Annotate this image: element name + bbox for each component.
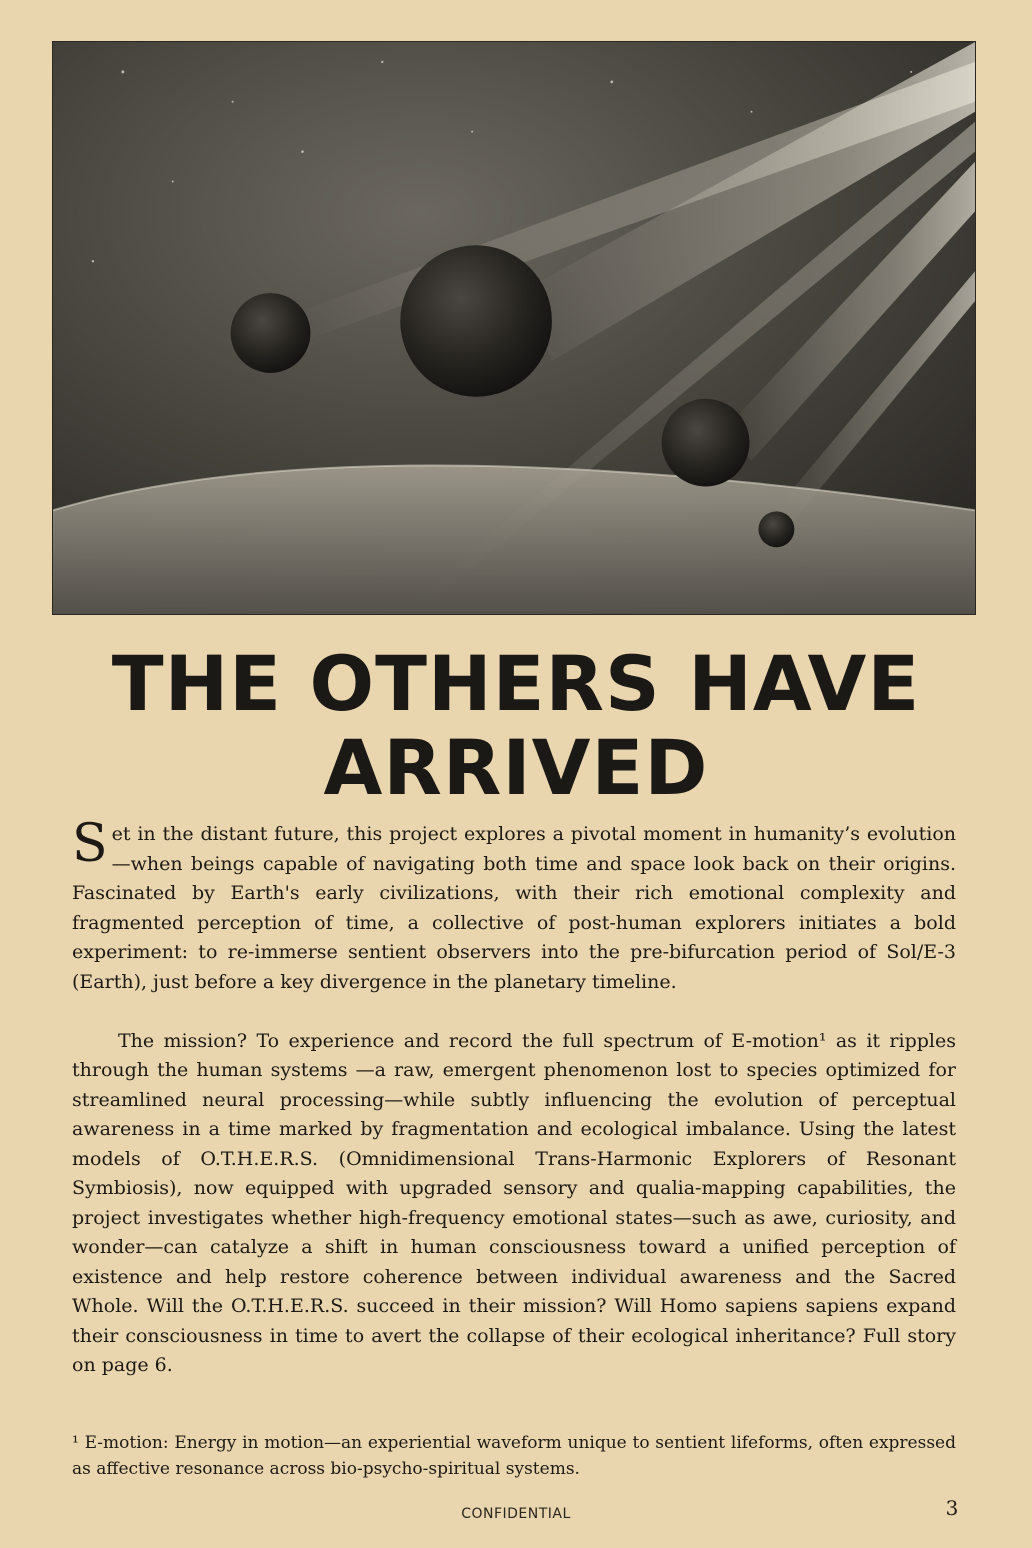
confidential-label: CONFIDENTIAL — [461, 1506, 571, 1522]
planets-meteor-illustration — [52, 41, 976, 615]
footnote: ¹ E-motion: Energy in motion—an experiential waveform unique to sentient lifeforms, often expressed as affective resonance across bio-psycho-spiritual systems. — [72, 1433, 956, 1479]
page-number: 3 — [945, 1496, 959, 1520]
paragraph-1-text: et in the distant future, this project explores a pivotal moment in humanity’s evolution—when beings capable of navigating both time and space look back on their origins. Fascinated by Earth's early civilizations, with their rich emotional complexity and fragmented perception of time, a collective of post-human explorers initiates a bold experiment: to re-immerse sentient observers into the pre-bifurcation period of Sol/E-3 (Earth), just before a key divergence in the planetary timeline. — [72, 823, 956, 993]
title-line-2: ARRIVED — [323, 723, 709, 812]
paragraph-1 — [72, 814, 956, 997]
title-line-1: THE OTHERS HAVE — [111, 639, 921, 728]
paragraph-2: The mission? To experience and record the full spectrum of E-motion¹ as it ripples through the human systems —a raw, emergent phenomenon lost to species optimized for streamlined neural processing—while subtly influencing the evolution of perceptual awareness in a time marked by fragmentation and ecological imbalance. Using the latest models of O.T.H.E.R.S. (Omnidimensional Trans-Harmonic Explorers of Resonant Symbiosis), now equipped with upgraded sensory and qualia-mapping capabilities, the project investigates whether high-frequency emotional states—such as awe, curiosity, and wonder—can catalyze a shift in human consciousness toward a unified perception of existence and help restore coherence between individual awareness and the Sacred Whole. Will the O.T.H.E.R.S. succeed in their mission? Will Homo sapiens sapiens expand their consciousness in time to avert the collapse of their ecological inheritance? Full story on page 6. — [72, 1029, 956, 1376]
drop-cap: S — [72, 814, 108, 874]
body-text — [72, 814, 956, 1381]
page-title — [60, 639, 972, 812]
